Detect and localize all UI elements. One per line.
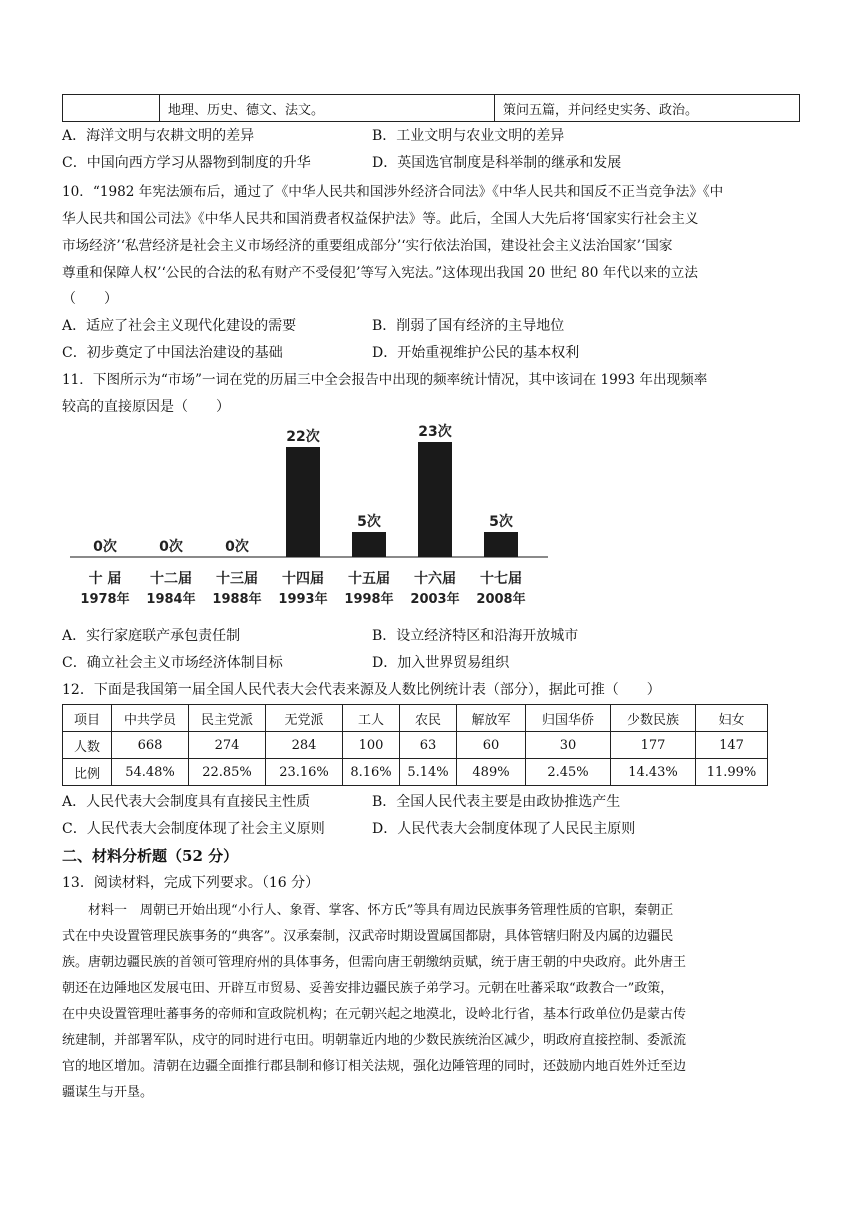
- table-cell: 8.16%: [343, 759, 400, 786]
- table-cell: 11.99%: [696, 759, 768, 786]
- category-label: 十六届: [414, 571, 456, 587]
- q13-stem: 13．阅读材料，完成下列要求。（16 分）: [62, 875, 320, 891]
- q10-option-c: C．初步奠定了中国法治建设的基础: [62, 345, 283, 361]
- q9-option-c: C．中国向西方学习从器物到制度的升华: [62, 155, 311, 171]
- q10-line-5: （ ）: [62, 291, 118, 307]
- table-cell: 妇女: [696, 705, 768, 732]
- data-label: 23次: [418, 424, 452, 440]
- year-label: 2008年: [476, 592, 526, 607]
- material-line: 官的地区增加。清朝在边疆全面推行郡县制和修订相关法规，强化边陲管理的同时，还鼓励内地百姓外迁至边: [62, 1059, 687, 1074]
- table-cell: 177: [611, 732, 696, 759]
- q11-option-d: D．加入世界贸易组织: [372, 655, 510, 671]
- q10-line-1: 10．“1982 年宪法颁布后，通过了《中华人民共和国涉外经济合同法》《中华人民共和国反不正当竞争法》《中: [62, 184, 724, 200]
- material-line: 在中央设置管理吐蕃事务的帝师和宣政院机构；在元朝兴起之地漠北，设岭北行省，基本行政单位仍是蒙古传: [62, 1007, 687, 1022]
- data-label: 5次: [357, 514, 381, 530]
- chart-marks: [70, 423, 548, 607]
- q12-option-c: C．人民代表大会制度体现了社会主义原则: [62, 821, 325, 837]
- table-cell: 无党派: [266, 705, 343, 732]
- data-label: 5次: [489, 514, 513, 530]
- table-cell: 2.45%: [526, 759, 611, 786]
- q10-option-d: D．开始重视维护公民的基本权利: [372, 345, 580, 361]
- q10-option-b: B．削弱了国有经济的主导地位: [372, 318, 565, 334]
- top-table-cell-2: 地理、历史、德文、法文。: [160, 95, 495, 122]
- year-label: 1993年: [278, 592, 328, 607]
- table-cell: 22.85%: [189, 759, 266, 786]
- q9-option-b: B．工业文明与农业文明的差异: [372, 128, 565, 144]
- q12-option-b: B．全国人民代表主要是由政协推选产生: [372, 794, 621, 810]
- table-cell: 23.16%: [266, 759, 343, 786]
- year-label: 1984年: [146, 592, 196, 607]
- q12-stem: 12．下面是我国第一届全国人民代表大会代表来源及人数比例统计表（部分），据此可推（ ）: [62, 682, 661, 698]
- table-cell: 5.14%: [400, 759, 457, 786]
- q10-line-4: 尊重和保障人权’‘公民的合法的私有财产不受侵犯’等写入宪法。”这体现出我国 20 世纪 80 年代以来的立法: [62, 265, 698, 281]
- top-table: [62, 94, 800, 122]
- q9-option-d: D．英国选官制度是科举制的继承和发展: [372, 155, 622, 171]
- top-table-cell-3: 策问五篇，并问经史实务、政治。: [495, 95, 800, 122]
- q12-option-a: A．人民代表大会制度具有直接民主性质: [62, 794, 311, 810]
- data-label: 0次: [159, 539, 183, 555]
- category-label: 十二届: [150, 571, 192, 587]
- material-line: 材料一 周朝已开始出现“小行人、象胥、掌客、怀方氏”等具有周边民族事务管理性质的官职，秦朝正: [62, 903, 674, 918]
- q9-option-a: A．海洋文明与农耕文明的差异: [62, 128, 255, 144]
- market-frequency-chart: [0, 420, 860, 620]
- table-cell: 中共学员: [112, 705, 189, 732]
- table-cell: 人数: [63, 732, 112, 759]
- table-cell: 项目: [63, 705, 112, 732]
- table-cell: 489%: [457, 759, 526, 786]
- q10-line-2: 华人民共和国公司法》《中华人民共和国消费者权益保护法》等。此后，全国人大先后将‘国家实行社会主义: [62, 211, 699, 227]
- year-label: 1988年: [212, 592, 262, 607]
- chart-bar: [418, 442, 452, 557]
- table-cell: 农民: [400, 705, 457, 732]
- category-label: 十三届: [216, 571, 258, 587]
- table-row: [63, 705, 768, 732]
- table-cell: 解放军: [457, 705, 526, 732]
- category-label: 十四届: [282, 571, 324, 587]
- q11-option-a: A．实行家庭联产承包责任制: [62, 628, 241, 644]
- year-label: 1998年: [344, 592, 394, 607]
- table-cell: 100: [343, 732, 400, 759]
- table-cell: 274: [189, 732, 266, 759]
- table-cell: 工人: [343, 705, 400, 732]
- top-table-cell-1: [63, 95, 160, 122]
- table-cell: 民主党派: [189, 705, 266, 732]
- representatives-table: [62, 704, 768, 786]
- q11-option-b: B．设立经济特区和沿海开放城市: [372, 628, 579, 644]
- category-label: 十五届: [348, 571, 390, 587]
- table-cell: 少数民族: [611, 705, 696, 732]
- q10-option-a: A．适应了社会主义现代化建设的需要: [62, 318, 297, 334]
- table-cell: 147: [696, 732, 768, 759]
- category-label: 十七届: [480, 571, 522, 587]
- q10-line-3: 市场经济’‘私营经济是社会主义市场经济的重要组成部分’‘实行依法治国，建设社会主义法治国家’‘国家: [62, 238, 673, 254]
- table-cell: 63: [400, 732, 457, 759]
- data-label: 0次: [225, 539, 249, 555]
- table-cell: 668: [112, 732, 189, 759]
- table-row: [63, 759, 768, 786]
- year-label: 1978年: [80, 592, 130, 607]
- chart-bar: [286, 447, 320, 557]
- data-label: 0次: [93, 539, 117, 555]
- section-title: 二、材料分析题（52 分）: [62, 847, 239, 865]
- chart-bar: [484, 532, 518, 557]
- data-label: 22次: [286, 429, 320, 445]
- material-line: 统建制，并部署军队，戍守的同时进行屯田。明朝靠近内地的少数民族统治区减少，明政府直接控制、委派流: [62, 1033, 687, 1048]
- material-one: [62, 898, 800, 1106]
- table-cell: 14.43%: [611, 759, 696, 786]
- year-label: 2003年: [410, 592, 460, 607]
- table-cell: 归国华侨: [526, 705, 611, 732]
- table-cell: 54.48%: [112, 759, 189, 786]
- material-line: 朝还在边陲地区发展屯田、开辟互市贸易、妥善安排边疆民族子弟学习。元朝在吐蕃采取“政教合一”政策，: [62, 981, 674, 996]
- table-cell: 比例: [63, 759, 112, 786]
- material-line: 族。唐朝边疆民族的首领可管理府州的具体事务，但需向唐王朝缴纳贡赋，统于唐王朝的中央政府。此外唐王: [62, 955, 687, 970]
- category-label: 十 届: [88, 571, 122, 587]
- q11-line-1: 11．下图所示为“市场”一词在党的历届三中全会报告中出现的频率统计情况，其中该词在 1993 年出现频率: [62, 372, 708, 388]
- table-cell: 30: [526, 732, 611, 759]
- q11-line-2: 较高的直接原因是（ ）: [62, 399, 230, 415]
- table-cell: 284: [266, 732, 343, 759]
- table-row: [63, 732, 768, 759]
- table-cell: 60: [457, 732, 526, 759]
- q12-option-d: D．人民代表大会制度体现了人民民主原则: [372, 821, 636, 837]
- chart-bar: [352, 532, 386, 557]
- material-line: 疆谋生与开垦。: [62, 1085, 154, 1100]
- q11-option-c: C．确立社会主义市场经济体制目标: [62, 655, 283, 671]
- material-line: 式在中央设置管理民族事务的“典客”。汉承秦制，汉武帝时期设置属国都尉，具体管辖归附及内属的边疆民: [62, 929, 674, 944]
